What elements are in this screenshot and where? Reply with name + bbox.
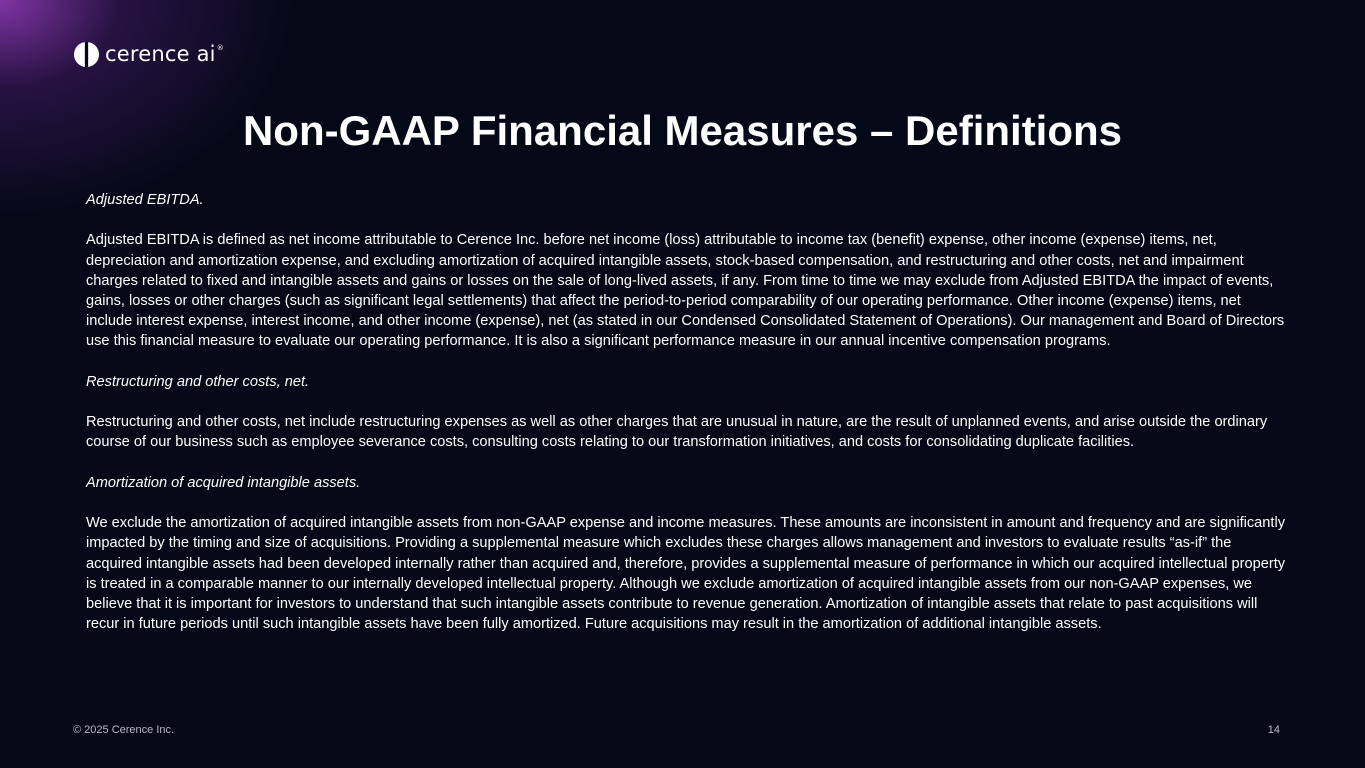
copyright-notice: © 2025 Cerence Inc.	[73, 724, 175, 736]
section-text-adjusted-ebitda: Adjusted EBITDA is defined as net income attributable to Cerence Inc. before net income (loss) attributable to income tax (benefit) expense, other income (expense) items, net, depreciation and amortization expense, and excluding amortization of acquired intangible assets, stock-based compensation, and restructuring and other costs, net and impairment charges related to fixed and intangible assets and gains or losses on the sale of long-lived assets, if any. From time to time we may exclude from Adjusted EBITDA the impact of events, gains, losses or other charges (such as significant legal settlements) that affect the period-to-period comparability of our operating performance. Other income (expense) items, net include interest expense, interest income, and other income (expense), net (as stated in our Condensed Consolidated Statement of Operations). Our management and Board of Directors use this financial measure to evaluate our operating performance. It is also a significant performance measure in our annual incentive compensation programs.	[86, 232, 1285, 350]
logo-wordmark: cerence ai®	[105, 42, 224, 66]
section-text-amortization: We exclude the amortization of acquired intangible assets from non-GAAP expense and income measures. These amounts are inconsistent in amount and frequency and are significantly impacted by the timing and size of acquisitions. Providing a supplemental measure which excludes these charges allows management and investors to evaluate results “as-if” the acquired intangible assets had been developed internally rather than acquired and, therefore, provides a supplemental measure of performance in which our acquired intellectual property is treated in a comparable manner to our internally developed intellectual property. Although we exclude amortization of acquired intangible assets from our non-GAAP expenses, we believe that it is important for investors to understand that such intangible assets contribute to revenue generation. Amortization of intangible assets that relate to past acquisitions will recur in future periods until such intangible assets have been fully amortized. Future acquisitions may result in the amortization of additional intangible assets.	[86, 515, 1286, 633]
section-heading-adjusted-ebitda: Adjusted EBITDA.	[86, 192, 204, 208]
page-number: 14	[1267, 724, 1280, 736]
page-title: Non-GAAP Financial Measures – Definitions	[242, 107, 1123, 154]
definitions-body	[86, 190, 1286, 655]
brand-logo	[73, 40, 224, 68]
cerence-logo-icon	[73, 41, 100, 68]
section-heading-restructuring: Restructuring and other costs, net.	[86, 373, 310, 390]
section-text-restructuring: Restructuring and other costs, net include restructuring expenses as well as other charges that are unusual in nature, are the result of unplanned events, and arise outside the ordinary course of our business such as employee severance costs, consulting costs relating to our transformation initiatives, and costs for consolidating duplicate facilities.	[86, 414, 1268, 451]
section-heading-amortization: Amortization of acquired intangible assets.	[86, 474, 361, 491]
registered-mark: ®	[216, 44, 224, 52]
